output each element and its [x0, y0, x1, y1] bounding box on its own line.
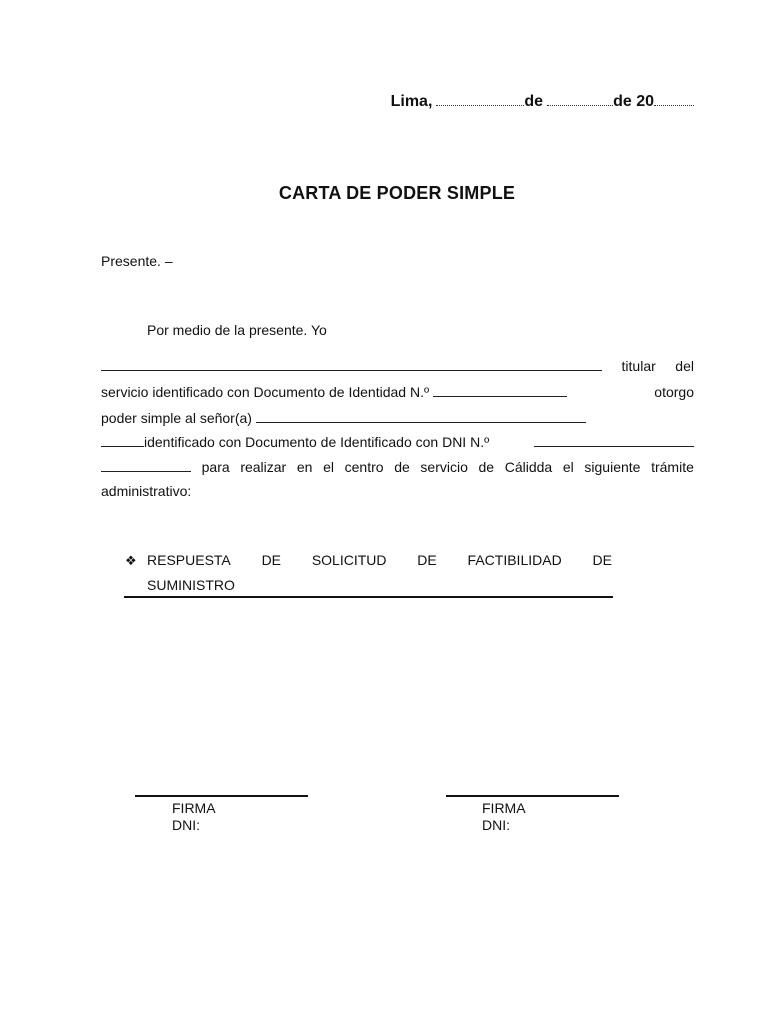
item-word: DE [417, 552, 437, 568]
salutation: Presente. – [101, 253, 173, 269]
date-de-2: de 20 [613, 93, 654, 110]
dni-blank-cont[interactable] [101, 458, 191, 472]
line6-word: el [562, 459, 574, 475]
intro-text: Por medio de la presente. Yo [147, 322, 327, 338]
paragraph-line-5 [101, 433, 694, 450]
document-id-blank[interactable] [433, 383, 567, 397]
item-underline [124, 596, 613, 598]
dni-blank[interactable] [534, 433, 694, 447]
paragraph-line-4 [101, 409, 586, 426]
line5-text: identificado con Documento de Identificado con DNI N.º [144, 434, 490, 450]
firma-label: FIRMA [482, 800, 526, 816]
paragraph-line-7: administrativo: [101, 483, 192, 499]
line6-word: Cálidda [504, 459, 553, 475]
line3-text: servicio identificado con Documento de Identidad N.º [101, 384, 430, 400]
document-title: CARTA DE PODER SIMPLE [278, 183, 516, 203]
word-del: del [675, 358, 694, 374]
line4-text: poder simple al señor(a) [101, 410, 252, 426]
line6-word: realizar [240, 459, 287, 475]
line6-word: servicio [420, 459, 468, 475]
line6-word: de [394, 459, 410, 475]
item-line-2: SUMINISTRO [147, 577, 235, 593]
proxy-name-blank[interactable] [256, 409, 586, 423]
line6-word: el [323, 459, 334, 475]
proxy-name-blank-cont[interactable] [101, 433, 144, 447]
date-city: Lima, [390, 93, 433, 110]
paragraph-line-3 [101, 383, 694, 400]
item-word: DE [261, 552, 282, 568]
name-blank[interactable] [101, 357, 602, 371]
signature-line-right[interactable] [446, 795, 619, 797]
item-word: DE [592, 552, 612, 568]
signature-block-right [482, 800, 526, 834]
paragraph-line-2 [101, 357, 694, 374]
line6-word: centro [344, 459, 384, 475]
line6-word: trámite [651, 459, 694, 475]
diamond-bullet-icon: ❖ [125, 553, 137, 568]
date-line [391, 91, 694, 111]
year-blank[interactable] [654, 91, 694, 106]
word-titular: titular [621, 358, 656, 374]
item-word: SOLICITUD [311, 552, 387, 568]
item-word: FACTIBILIDAD [467, 552, 562, 568]
item-word: RESPUESTA [147, 552, 231, 568]
line6-word: en [296, 459, 313, 475]
signature-line-left[interactable] [135, 795, 308, 797]
day-blank[interactable] [436, 91, 524, 106]
month-blank[interactable] [547, 91, 613, 106]
date-de-1: de [524, 93, 544, 110]
paragraph-line-6 [101, 458, 694, 475]
procedure-item [125, 552, 612, 593]
word-otorgo: otorgo [654, 384, 694, 400]
signature-block-left [172, 800, 216, 834]
dni-label: DNI: [482, 817, 510, 833]
dni-label: DNI: [172, 817, 200, 833]
line6-word: para [201, 459, 230, 475]
line6-word: de [478, 459, 495, 475]
firma-label: FIRMA [172, 800, 216, 816]
line6-word: siguiente [584, 459, 641, 475]
